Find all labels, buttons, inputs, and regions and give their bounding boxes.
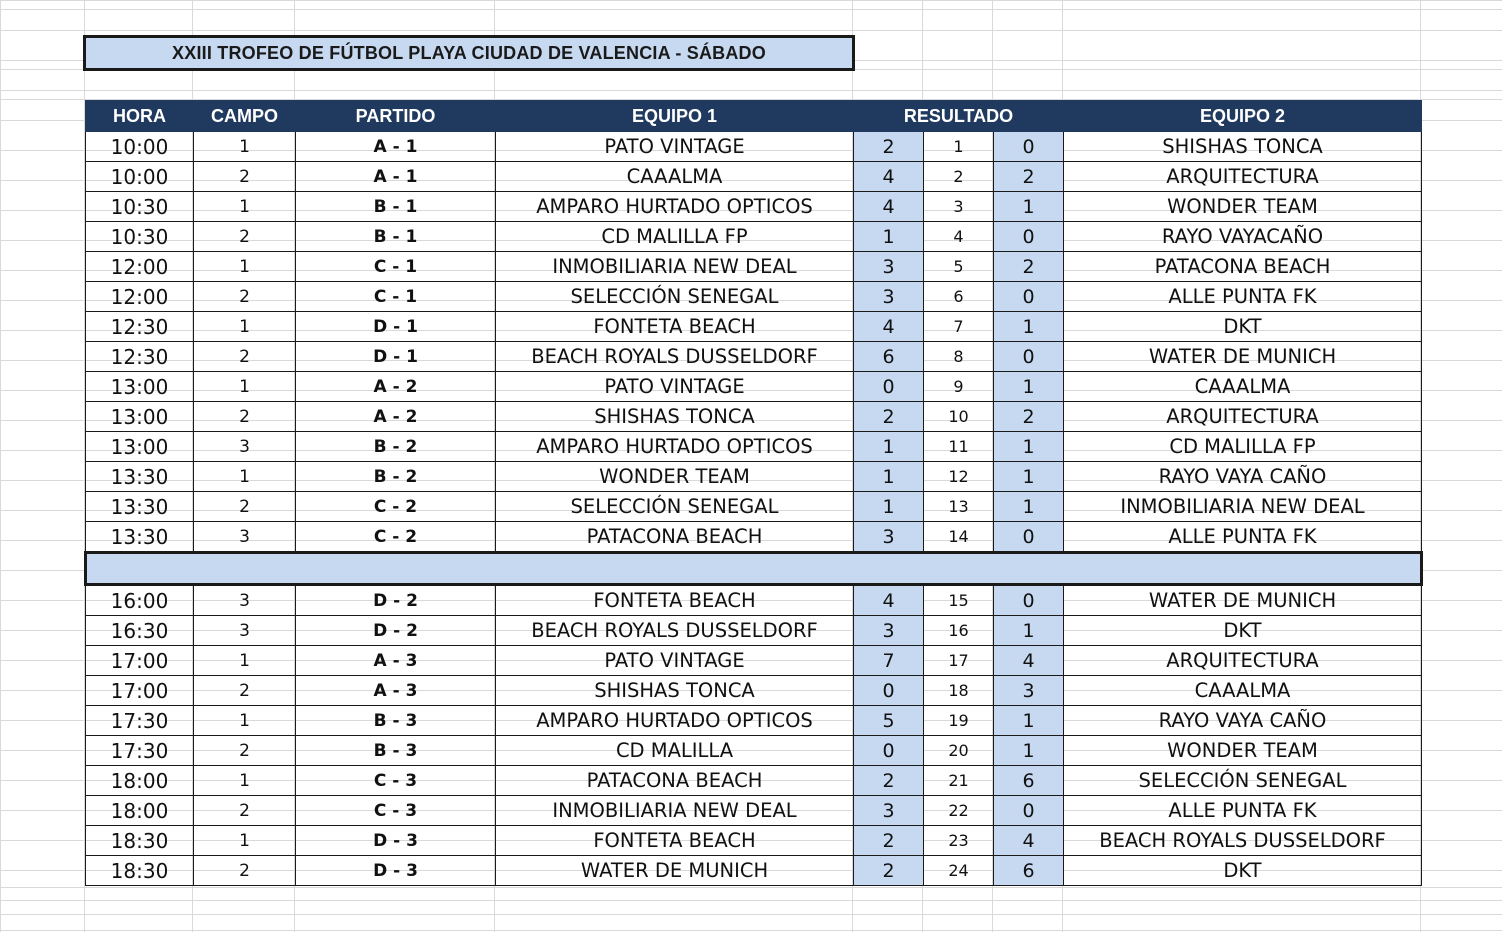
- score-1-cell[interactable]: 4: [854, 192, 924, 222]
- equipo-2-cell[interactable]: CAAALMA: [1064, 676, 1422, 706]
- score-2-cell[interactable]: 1: [994, 492, 1064, 522]
- hora-cell[interactable]: 12:30: [86, 342, 194, 372]
- score-1-cell[interactable]: 3: [854, 522, 924, 553]
- score-2-cell[interactable]: 6: [994, 766, 1064, 796]
- hora-cell[interactable]: 13:00: [86, 402, 194, 432]
- match-row: [86, 676, 1422, 706]
- match-number-cell[interactable]: 10: [924, 402, 994, 432]
- partido-cell[interactable]: B - 1: [296, 192, 496, 222]
- hora-cell[interactable]: 13:30: [86, 522, 194, 553]
- score-2-cell[interactable]: 1: [994, 616, 1064, 646]
- header-row: [86, 101, 1422, 132]
- match-row: [86, 132, 1422, 162]
- campo-cell[interactable]: 1: [194, 312, 296, 342]
- campo-cell[interactable]: 2: [194, 342, 296, 372]
- hora-cell[interactable]: 16:00: [86, 585, 194, 616]
- gridline: [0, 887, 1502, 888]
- match-number-cell[interactable]: 20: [924, 736, 994, 766]
- score-1-cell[interactable]: 4: [854, 312, 924, 342]
- equipo-1-cell[interactable]: SELECCIÓN SENEGAL: [496, 282, 854, 312]
- partido-cell[interactable]: A - 2: [296, 402, 496, 432]
- hora-cell[interactable]: 16:30: [86, 616, 194, 646]
- hora-cell[interactable]: 10:00: [86, 132, 194, 162]
- equipo-2-cell[interactable]: BEACH ROYALS DUSSELDORF: [1064, 826, 1422, 856]
- equipo-1-cell[interactable]: SHISHAS TONCA: [496, 676, 854, 706]
- score-1-cell[interactable]: 2: [854, 402, 924, 432]
- campo-cell[interactable]: 2: [194, 402, 296, 432]
- score-1-cell[interactable]: 3: [854, 796, 924, 826]
- hora-cell[interactable]: 12:30: [86, 312, 194, 342]
- partido-cell[interactable]: C - 1: [296, 252, 496, 282]
- score-1-cell[interactable]: 7: [854, 646, 924, 676]
- equipo-1-cell[interactable]: BEACH ROYALS DUSSELDORF: [496, 616, 854, 646]
- hora-cell[interactable]: 13:00: [86, 432, 194, 462]
- partido-cell[interactable]: C - 1: [296, 282, 496, 312]
- campo-cell[interactable]: 2: [194, 222, 296, 252]
- equipo-1-cell[interactable]: PATACONA BEACH: [496, 766, 854, 796]
- score-2-cell[interactable]: 0: [994, 132, 1064, 162]
- campo-cell[interactable]: 1: [194, 706, 296, 736]
- match-row: [86, 492, 1422, 522]
- equipo-1-cell[interactable]: CAAALMA: [496, 162, 854, 192]
- match-row: [86, 372, 1422, 402]
- score-1-cell[interactable]: 0: [854, 676, 924, 706]
- match-number-cell[interactable]: 5: [924, 252, 994, 282]
- match-number-cell[interactable]: 21: [924, 766, 994, 796]
- score-2-cell[interactable]: 2: [994, 402, 1064, 432]
- equipo-2-cell[interactable]: ARQUITECTURA: [1064, 162, 1422, 192]
- partido-cell[interactable]: B - 3: [296, 736, 496, 766]
- partido-cell[interactable]: D - 1: [296, 342, 496, 372]
- match-number-cell[interactable]: 11: [924, 432, 994, 462]
- campo-cell[interactable]: 2: [194, 676, 296, 706]
- score-2-cell[interactable]: 1: [994, 736, 1064, 766]
- equipo-1-cell[interactable]: AMPARO HURTADO OPTICOS: [496, 432, 854, 462]
- equipo-1-cell[interactable]: CD MALILLA FP: [496, 222, 854, 252]
- hora-cell[interactable]: 10:30: [86, 192, 194, 222]
- equipo-1-cell[interactable]: INMOBILIARIA NEW DEAL: [496, 796, 854, 826]
- equipo-2-cell[interactable]: ARQUITECTURA: [1064, 402, 1422, 432]
- campo-cell[interactable]: 2: [194, 162, 296, 192]
- score-2-cell[interactable]: 1: [994, 462, 1064, 492]
- equipo-1-cell[interactable]: SHISHAS TONCA: [496, 402, 854, 432]
- equipo-1-cell[interactable]: FONTETA BEACH: [496, 585, 854, 616]
- hora-cell[interactable]: 10:00: [86, 162, 194, 192]
- score-2-cell[interactable]: 0: [994, 522, 1064, 553]
- score-2-cell[interactable]: 6: [994, 856, 1064, 886]
- score-1-cell[interactable]: 6: [854, 342, 924, 372]
- campo-cell[interactable]: 2: [194, 796, 296, 826]
- equipo-2-cell[interactable]: WONDER TEAM: [1064, 192, 1422, 222]
- match-row: [86, 796, 1422, 826]
- score-1-cell[interactable]: 3: [854, 252, 924, 282]
- gridline: [0, 914, 1502, 915]
- partido-cell[interactable]: B - 3: [296, 706, 496, 736]
- campo-cell[interactable]: 2: [194, 856, 296, 886]
- partido-cell[interactable]: C - 3: [296, 796, 496, 826]
- match-number-cell[interactable]: 2: [924, 162, 994, 192]
- campo-cell[interactable]: 1: [194, 646, 296, 676]
- score-1-cell[interactable]: 3: [854, 282, 924, 312]
- hora-cell[interactable]: 17:30: [86, 706, 194, 736]
- score-2-cell[interactable]: 1: [994, 432, 1064, 462]
- partido-cell[interactable]: B - 2: [296, 432, 496, 462]
- match-number-cell[interactable]: 17: [924, 646, 994, 676]
- equipo-2-cell[interactable]: WATER DE MUNICH: [1064, 585, 1422, 616]
- hora-cell[interactable]: 17:00: [86, 646, 194, 676]
- match-row: [86, 192, 1422, 222]
- match-number-cell[interactable]: 24: [924, 856, 994, 886]
- header-equipo-2[interactable]: EQUIPO 2: [1064, 101, 1422, 132]
- match-row: [86, 312, 1422, 342]
- score-1-cell[interactable]: 1: [854, 492, 924, 522]
- campo-cell[interactable]: 1: [194, 766, 296, 796]
- score-2-cell[interactable]: 2: [994, 252, 1064, 282]
- match-number-cell[interactable]: 18: [924, 676, 994, 706]
- score-1-cell[interactable]: 3: [854, 616, 924, 646]
- campo-cell[interactable]: 1: [194, 826, 296, 856]
- score-2-cell[interactable]: 1: [994, 372, 1064, 402]
- match-number-cell[interactable]: 4: [924, 222, 994, 252]
- equipo-2-cell[interactable]: CD MALILLA FP: [1064, 432, 1422, 462]
- partido-cell[interactable]: D - 2: [296, 585, 496, 616]
- campo-cell[interactable]: 1: [194, 462, 296, 492]
- score-1-cell[interactable]: 4: [854, 162, 924, 192]
- equipo-1-cell[interactable]: SELECCIÓN SENEGAL: [496, 492, 854, 522]
- match-number-cell[interactable]: 14: [924, 522, 994, 553]
- sheet-title[interactable]: XXIII TROFEO DE FÚTBOL PLAYA CIUDAD DE VALENCIA - SÁBADO: [83, 35, 855, 71]
- partido-cell[interactable]: B - 2: [296, 462, 496, 492]
- score-2-cell[interactable]: 1: [994, 192, 1064, 222]
- match-number-cell[interactable]: 12: [924, 462, 994, 492]
- match-row: [86, 826, 1422, 856]
- match-row: [86, 162, 1422, 192]
- partido-cell[interactable]: A - 3: [296, 646, 496, 676]
- match-number-cell[interactable]: 1: [924, 132, 994, 162]
- break-row: [86, 553, 1422, 585]
- hora-cell[interactable]: 18:00: [86, 766, 194, 796]
- equipo-2-cell[interactable]: WATER DE MUNICH: [1064, 342, 1422, 372]
- score-1-cell[interactable]: 2: [854, 826, 924, 856]
- partido-cell[interactable]: D - 3: [296, 856, 496, 886]
- match-number-cell[interactable]: 23: [924, 826, 994, 856]
- match-number-cell[interactable]: 13: [924, 492, 994, 522]
- header-resultado[interactable]: RESULTADO: [854, 101, 1064, 132]
- campo-cell[interactable]: 3: [194, 432, 296, 462]
- campo-cell[interactable]: 1: [194, 132, 296, 162]
- score-1-cell[interactable]: 1: [854, 432, 924, 462]
- match-number-cell[interactable]: 9: [924, 372, 994, 402]
- equipo-1-cell[interactable]: PATO VINTAGE: [496, 372, 854, 402]
- hora-cell[interactable]: 13:00: [86, 372, 194, 402]
- header-hora[interactable]: HORA: [86, 101, 194, 132]
- equipo-2-cell[interactable]: PATACONA BEACH: [1064, 252, 1422, 282]
- match-row: [86, 646, 1422, 676]
- schedule-table: [84, 100, 1423, 886]
- score-2-cell[interactable]: 4: [994, 646, 1064, 676]
- campo-cell[interactable]: 2: [194, 736, 296, 766]
- score-1-cell[interactable]: 4: [854, 585, 924, 616]
- gridline: [0, 9, 1502, 10]
- equipo-1-cell[interactable]: WATER DE MUNICH: [496, 856, 854, 886]
- match-row: [86, 222, 1422, 252]
- match-row: [86, 585, 1422, 616]
- equipo-2-cell[interactable]: DKT: [1064, 312, 1422, 342]
- match-number-cell[interactable]: 22: [924, 796, 994, 826]
- score-2-cell[interactable]: 0: [994, 222, 1064, 252]
- match-row: [86, 736, 1422, 766]
- score-2-cell[interactable]: 0: [994, 282, 1064, 312]
- hora-cell[interactable]: 17:00: [86, 676, 194, 706]
- partido-cell[interactable]: B - 1: [296, 222, 496, 252]
- equipo-1-cell[interactable]: AMPARO HURTADO OPTICOS: [496, 192, 854, 222]
- score-2-cell[interactable]: 1: [994, 706, 1064, 736]
- match-row: [86, 616, 1422, 646]
- campo-cell[interactable]: 1: [194, 252, 296, 282]
- campo-cell[interactable]: 2: [194, 282, 296, 312]
- hora-cell[interactable]: 10:30: [86, 222, 194, 252]
- equipo-1-cell[interactable]: PATO VINTAGE: [496, 646, 854, 676]
- score-2-cell[interactable]: 2: [994, 162, 1064, 192]
- equipo-2-cell[interactable]: ARQUITECTURA: [1064, 646, 1422, 676]
- match-number-cell[interactable]: 7: [924, 312, 994, 342]
- score-1-cell[interactable]: 0: [854, 736, 924, 766]
- equipo-2-cell[interactable]: SHISHAS TONCA: [1064, 132, 1422, 162]
- partido-cell[interactable]: D - 1: [296, 312, 496, 342]
- equipo-1-cell[interactable]: CD MALILLA: [496, 736, 854, 766]
- equipo-2-cell[interactable]: RAYO VAYA CAÑO: [1064, 706, 1422, 736]
- score-1-cell[interactable]: 1: [854, 462, 924, 492]
- match-number-cell[interactable]: 19: [924, 706, 994, 736]
- match-row: [86, 766, 1422, 796]
- equipo-1-cell[interactable]: WONDER TEAM: [496, 462, 854, 492]
- equipo-1-cell[interactable]: AMPARO HURTADO OPTICOS: [496, 706, 854, 736]
- equipo-2-cell[interactable]: RAYO VAYACAÑO: [1064, 222, 1422, 252]
- header-campo[interactable]: CAMPO: [194, 101, 296, 132]
- match-row: [86, 402, 1422, 432]
- score-1-cell[interactable]: 2: [854, 132, 924, 162]
- score-2-cell[interactable]: 3: [994, 676, 1064, 706]
- equipo-2-cell[interactable]: CAAALMA: [1064, 372, 1422, 402]
- equipo-1-cell[interactable]: BEACH ROYALS DUSSELDORF: [496, 342, 854, 372]
- match-row: [86, 706, 1422, 736]
- hora-cell[interactable]: 13:30: [86, 492, 194, 522]
- score-1-cell[interactable]: 1: [854, 222, 924, 252]
- campo-cell[interactable]: 1: [194, 192, 296, 222]
- equipo-1-cell[interactable]: PATO VINTAGE: [496, 132, 854, 162]
- hora-cell[interactable]: 12:00: [86, 252, 194, 282]
- score-1-cell[interactable]: 2: [854, 766, 924, 796]
- partido-cell[interactable]: C - 2: [296, 522, 496, 553]
- hora-cell[interactable]: 18:30: [86, 826, 194, 856]
- partido-cell[interactable]: C - 3: [296, 766, 496, 796]
- campo-cell[interactable]: 1: [194, 372, 296, 402]
- match-number-cell[interactable]: 6: [924, 282, 994, 312]
- equipo-2-cell[interactable]: INMOBILIARIA NEW DEAL: [1064, 492, 1422, 522]
- score-2-cell[interactable]: 1: [994, 312, 1064, 342]
- equipo-1-cell[interactable]: FONTETA BEACH: [496, 826, 854, 856]
- equipo-1-cell[interactable]: INMOBILIARIA NEW DEAL: [496, 252, 854, 282]
- equipo-2-cell[interactable]: RAYO VAYA CAÑO: [1064, 462, 1422, 492]
- equipo-1-cell[interactable]: PATACONA BEACH: [496, 522, 854, 553]
- equipo-2-cell[interactable]: WONDER TEAM: [1064, 736, 1422, 766]
- score-2-cell[interactable]: 4: [994, 826, 1064, 856]
- campo-cell[interactable]: 2: [194, 492, 296, 522]
- break-cell[interactable]: [86, 553, 1422, 585]
- score-2-cell[interactable]: 0: [994, 585, 1064, 616]
- match-row: [86, 462, 1422, 492]
- score-2-cell[interactable]: 0: [994, 342, 1064, 372]
- equipo-2-cell[interactable]: ALLE PUNTA FK: [1064, 282, 1422, 312]
- partido-cell[interactable]: A - 1: [296, 162, 496, 192]
- campo-cell[interactable]: 3: [194, 616, 296, 646]
- hora-cell[interactable]: 13:30: [86, 462, 194, 492]
- hora-cell[interactable]: 18:00: [86, 796, 194, 826]
- match-row: [86, 432, 1422, 462]
- score-1-cell[interactable]: 5: [854, 706, 924, 736]
- partido-cell[interactable]: D - 3: [296, 826, 496, 856]
- match-row: [86, 342, 1422, 372]
- match-row: [86, 522, 1422, 553]
- equipo-2-cell[interactable]: SELECCIÓN SENEGAL: [1064, 766, 1422, 796]
- match-number-cell[interactable]: 16: [924, 616, 994, 646]
- score-1-cell[interactable]: 2: [854, 856, 924, 886]
- match-row: [86, 856, 1422, 886]
- hora-cell[interactable]: 17:30: [86, 736, 194, 766]
- equipo-2-cell[interactable]: DKT: [1064, 616, 1422, 646]
- hora-cell[interactable]: 12:00: [86, 282, 194, 312]
- match-row: [86, 252, 1422, 282]
- partido-cell[interactable]: C - 2: [296, 492, 496, 522]
- equipo-1-cell[interactable]: FONTETA BEACH: [496, 312, 854, 342]
- partido-cell[interactable]: A - 3: [296, 676, 496, 706]
- equipo-2-cell[interactable]: ALLE PUNTA FK: [1064, 796, 1422, 826]
- partido-cell[interactable]: D - 2: [296, 616, 496, 646]
- partido-cell[interactable]: A - 1: [296, 132, 496, 162]
- hora-cell[interactable]: 18:30: [86, 856, 194, 886]
- match-number-cell[interactable]: 15: [924, 585, 994, 616]
- header-partido[interactable]: PARTIDO: [296, 101, 496, 132]
- equipo-2-cell[interactable]: ALLE PUNTA FK: [1064, 522, 1422, 553]
- partido-cell[interactable]: A - 2: [296, 372, 496, 402]
- campo-cell[interactable]: 3: [194, 522, 296, 553]
- match-row: [86, 282, 1422, 312]
- match-number-cell[interactable]: 3: [924, 192, 994, 222]
- score-2-cell[interactable]: 0: [994, 796, 1064, 826]
- match-number-cell[interactable]: 8: [924, 342, 994, 372]
- header-equipo-1[interactable]: EQUIPO 1: [496, 101, 854, 132]
- campo-cell[interactable]: 3: [194, 585, 296, 616]
- score-1-cell[interactable]: 0: [854, 372, 924, 402]
- equipo-2-cell[interactable]: DKT: [1064, 856, 1422, 886]
